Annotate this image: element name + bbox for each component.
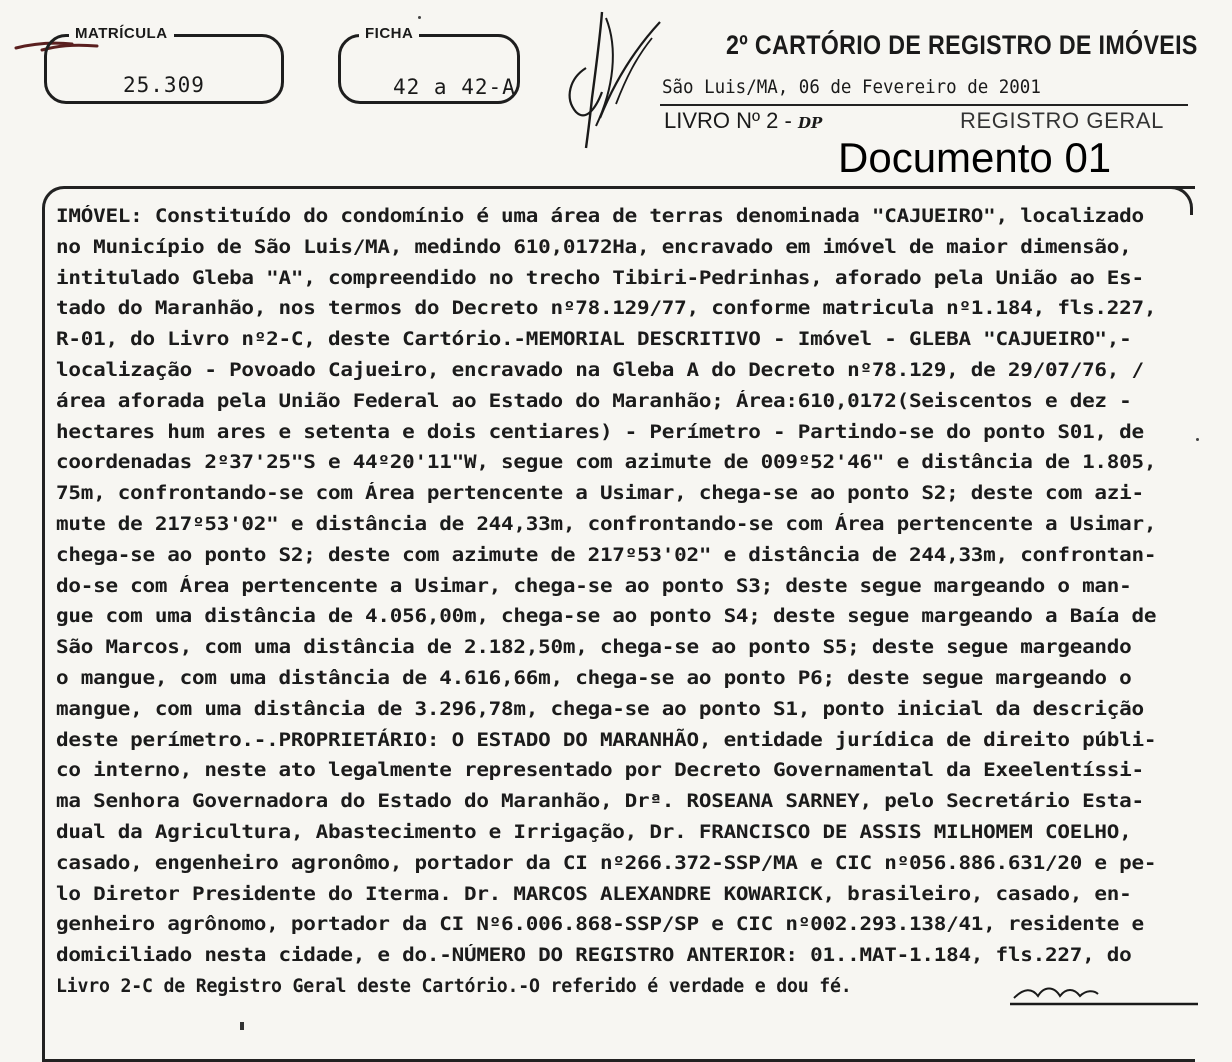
ink-speck	[418, 16, 421, 19]
matricula-box	[44, 25, 284, 104]
record-text-line: hectares hum ares e setenta e dois centiares) - Perímetro - Partindo-se do ponto S01, de	[56, 421, 1144, 443]
record-text-line: lo Diretor Presidente do Iterma. Dr. MARCOS ALEXANDRE KOWARICK, brasileiro, casado, en-	[56, 883, 1132, 905]
record-text-line: IMÓVEL: Constituído do condomínio é uma área de terras denominada "CAJUEIRO", localizado	[56, 206, 1144, 227]
signature-flourish	[556, 8, 666, 152]
record-text-line: co interno, neste ato legalmente representado por Decreto Governamental da Exeelentíssi-	[56, 760, 1144, 782]
livro-suffix: DP	[797, 114, 823, 132]
record-text-line: Livro 2-C de Registro Geral deste Cartório.-O referido é verdade e dou fé.	[56, 976, 852, 997]
header-rule	[660, 104, 1188, 106]
city-date-line: São Luis/MA, 06 de Fevereiro de 2001	[662, 76, 1041, 98]
closing-signature-underline	[1010, 980, 1200, 1010]
record-text-line: coordenadas 2º37'25"S e 44º20'11"W, segue com azimute de 009º52'46" e distância de 1.805,	[56, 452, 1157, 474]
record-text-line: casado, engenheiro agronômo, portador da CI nº266.372-SSP/MA e CIC nº056.886.631/20 e pe-	[56, 852, 1157, 874]
registry-office-title: 2º CARTÓRIO DE REGISTRO DE IMÓVEIS	[726, 30, 1198, 60]
record-text-line: mute de 217º53'02" e distância de 244,33m, confrontando-se com Área pertencente a Usimar,	[56, 514, 1157, 535]
record-text-line: domiciliado nesta cidade, e do.-NÚMERO DO REGISTRO ANTERIOR: 01..MAT-1.184, fls.227, do	[56, 945, 1132, 967]
record-text-line: no Município de São Luis/MA, medindo 610,0172Ha, encravado em imóvel de maior dimensão,	[56, 236, 1132, 258]
livro-text: LIVRO Nº 2 -	[664, 108, 792, 133]
record-text-line: deste perímetro.-.PROPRIETÁRIO: O ESTADO DO MARANHÃO, entidade jurídica de direito públi-	[56, 729, 1157, 751]
record-text-line: do-se com Área pertencente a Usimar, chega-se ao ponto S3; deste segue margeando o man-	[56, 575, 1132, 597]
ficha-label: FICHA	[359, 25, 419, 42]
record-text-line: chega-se ao ponto S2; deste com azimute de 217º53'02" e distância de 244,33m, confrontan-	[56, 544, 1157, 566]
ficha-box	[338, 25, 520, 104]
matricula-label: MATRÍCULA	[69, 25, 174, 42]
record-text-line: dual da Agricultura, Abastecimento e Irrigação, Dr. FRANCISCO DE ASSIS MILHOMEM COELHO,	[56, 822, 1132, 843]
margin-tick-mark	[240, 1022, 244, 1030]
record-text-line: gue com uma distância de 4.056,00m, chega-se ao ponto S4; deste segue margeando a Baía de	[56, 606, 1157, 628]
ficha-value: 42 a 42-A	[393, 75, 516, 99]
record-text-line: genheiro agrônomo, portador da CI Nº6.006.868-SSP/SP e CIC nº002.293.138/41, residente e	[56, 914, 1144, 936]
record-text-line: área aforada pela União Federal ao Estado do Maranhão; Área:610,0172(Seiscentos e dez -	[56, 390, 1132, 412]
record-text-line: tado do Maranhão, nos termos do Decreto nº78.129/77, conforme matricula nº1.184, fls.227,	[56, 298, 1157, 320]
record-text-line: localização - Povoado Cajueiro, encravado na Gleba A do Decreto nº78.129, de 29/07/76, /	[56, 360, 1144, 381]
livro-number	[664, 108, 822, 134]
record-text-line: intitulado Gleba "A", compreendido no trecho Tibiri-Pedrinhas, aforado pela União ao Es-	[56, 267, 1144, 289]
record-text-line: o mangue, com uma distância de 4.616,66m, chega-se ao ponto P6; deste segue margeando o	[56, 668, 1132, 689]
record-text-line: ma Senhora Governadora do Estado do Maranhão, Drª. ROSEANA SARNEY, pelo Secretário Esta-	[56, 791, 1144, 813]
record-text-line: 75m, confrontando-se com Área pertencente a Usimar, chega-se ao ponto S2; deste com azi-	[56, 483, 1144, 505]
registro-geral-label: REGISTRO GERAL	[960, 108, 1164, 133]
matricula-value: 25.309	[123, 73, 205, 97]
record-text-line: R-01, do Livro nº2-C, deste Cartório.-MEMORIAL DESCRITIVO - Imóvel - GLEBA "CAJUEIRO",-	[56, 329, 1132, 351]
record-text-line: São Marcos, com uma distância de 2.182,50m, chega-se ao ponto S5; deste segue margeando	[56, 637, 1132, 659]
record-text-line: mangue, com uma distância de 3.296,78m, chega-se ao ponto S1, ponto inicial da descrição	[56, 698, 1144, 720]
ink-speck	[1196, 438, 1199, 441]
document-label: Documento 01	[838, 134, 1112, 181]
